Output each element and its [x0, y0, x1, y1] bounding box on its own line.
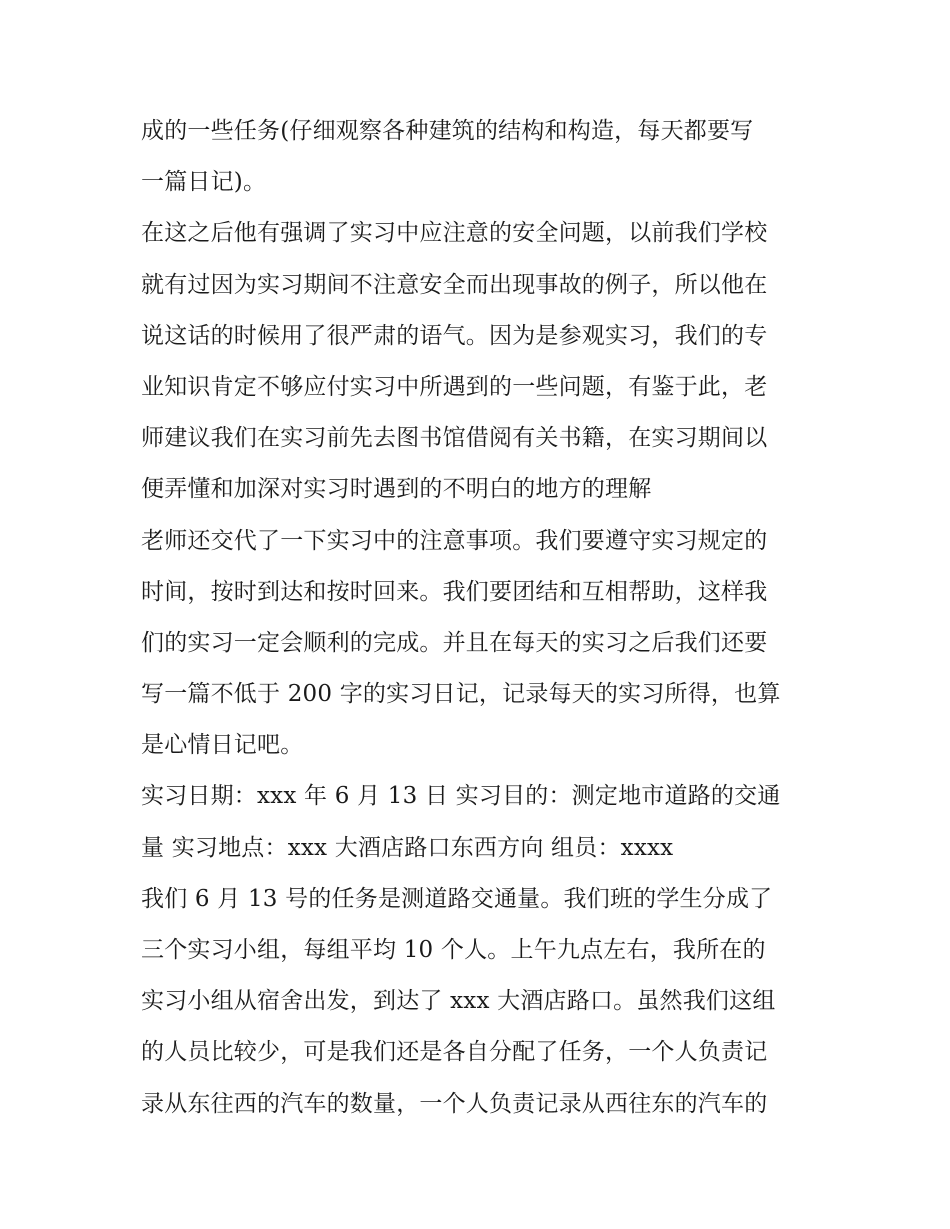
- text-line: 业知识肯定不够应付实习中所遇到的一些问题，有鉴于此，老: [141, 373, 768, 400]
- text-line: 我们 6 月 13 号的任务是测道路交通量。我们班的学生分成了: [141, 885, 773, 912]
- text-line: 一篇日记)。: [141, 169, 267, 196]
- text-line: 说这话的时候用了很严肃的语气。因为是参观实习，我们的专: [141, 322, 768, 349]
- document-body: [141, 106, 821, 1130]
- text-line: 在这之后他有强调了实习中应注意的安全问题，以前我们学校: [141, 220, 768, 247]
- text-line: 们的实习一定会顺利的完成。并且在每天的实习之后我们还要: [141, 629, 768, 656]
- text-line: 就有过因为实习期间不注意安全而出现事故的例子，所以他在: [141, 271, 768, 298]
- text-line: 老师还交代了一下实习中的注意事项。我们要遵守实习规定的: [141, 527, 768, 554]
- text-line: 三个实习小组，每组平均 10 个人。上午九点左右，我所在的: [141, 937, 766, 963]
- text-line: 实习日期：xxx 年 6 月 13 日 实习目的：测定地市道路的交通: [141, 783, 781, 810]
- text-line: 量 实习地点：xxx 大酒店路口东西方向 组员：xxxx: [141, 834, 674, 861]
- text-line: 时间，按时到达和按时回来。我们要团结和互相帮助，这样我: [141, 578, 768, 605]
- text-line: 录从东往西的汽车的数量，一个人负责记录从西往东的汽车的: [141, 1090, 768, 1117]
- text-line: 写一篇不低于 200 字的实习日记，记录每天的实习所得，也算: [141, 681, 781, 708]
- text-line: 实习小组从宿舍出发，到达了 xxx 大酒店路口。虽然我们这组: [141, 988, 776, 1015]
- text-line: 是心情日记吧。: [141, 732, 304, 759]
- text-line: 师建议我们在实习前先去图书馆借阅有关书籍，在实习期间以: [141, 425, 768, 452]
- text-line: 成的一些任务(仔细观察各种建筑的结构和构造，每天都要写: [141, 118, 754, 144]
- text-line: 便弄懂和加深对实习时遇到的不明白的地方的理解: [141, 476, 652, 503]
- text-line: 的人员比较少，可是我们还是各自分配了任务，一个人负责记: [141, 1039, 768, 1066]
